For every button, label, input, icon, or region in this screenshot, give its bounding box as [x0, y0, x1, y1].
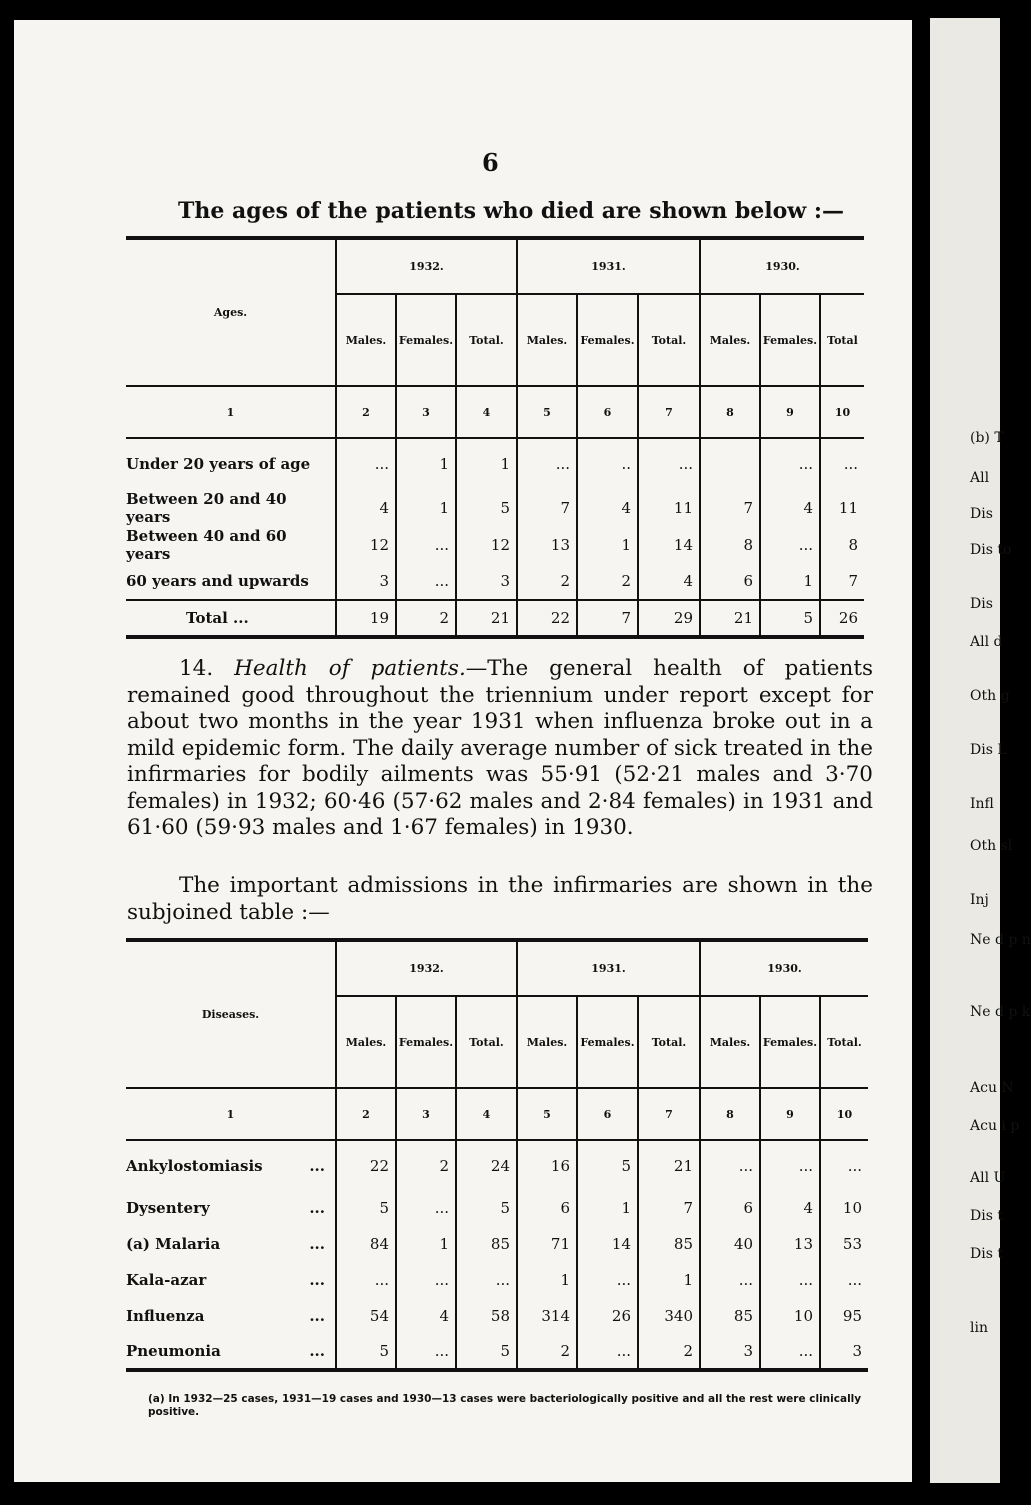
row-label-dots: ... — [309, 1271, 325, 1289]
row-label-dots: ... — [309, 1342, 325, 1360]
row-label-text: Ankylostomiasis — [126, 1156, 263, 1175]
table-cell: 85 — [638, 1226, 700, 1262]
column-header: Total. — [820, 996, 868, 1088]
column-header: Females. — [396, 294, 456, 386]
paragraph-health-of-patients — [127, 656, 873, 842]
row-label — [126, 489, 336, 526]
table-cell: 314 — [517, 1298, 577, 1334]
table-cell: 14 — [577, 1226, 638, 1262]
ages-row-header: Ages. — [126, 238, 336, 386]
year-header: 1930. — [700, 940, 868, 996]
table-cell: 1 — [638, 1262, 700, 1298]
table-cell: ... — [396, 526, 456, 563]
table-cell: 4 — [336, 489, 396, 526]
table-row — [126, 1334, 868, 1370]
column-header: Total. — [456, 294, 517, 386]
row-label — [126, 1334, 336, 1370]
row-label — [126, 1190, 336, 1226]
table-cell: ... — [638, 438, 700, 489]
facing-page-fragment: lin — [970, 1320, 988, 1336]
table-cell: 10 — [760, 1298, 820, 1334]
facing-page-fragment: Acu N — [970, 1080, 1014, 1096]
facing-page-fragment: All d — [970, 634, 1003, 650]
table-cell: ... — [760, 438, 820, 489]
row-label-text: Pneumonia — [126, 1342, 221, 1360]
table-cell: 12 — [456, 526, 517, 563]
facing-page-fragment: Ne d p n — [970, 932, 1031, 948]
table-cell: 1 — [577, 1190, 638, 1226]
diseases-table — [126, 938, 868, 1372]
table-cell: 2 — [396, 600, 456, 637]
facing-page-fragment: Dis — [970, 506, 993, 522]
table-cell: 54 — [336, 1298, 396, 1334]
table-cell: 5 — [456, 1190, 517, 1226]
column-number: 9 — [760, 1088, 820, 1140]
facing-page-fragment: Dis to — [970, 542, 1012, 558]
table-cell: 6 — [700, 1190, 760, 1226]
paragraph-admissions-intro — [127, 873, 873, 926]
table-cell: 29 — [638, 600, 700, 637]
table-cell: 5 — [456, 489, 517, 526]
facing-page-fragment: All — [970, 470, 990, 486]
row-label — [126, 1140, 336, 1190]
row-label-text: Kala-azar — [126, 1271, 207, 1289]
row-label — [126, 600, 336, 637]
facing-page-fragment: Dis L — [970, 742, 1007, 758]
table-cell: 4 — [760, 489, 820, 526]
row-label-dots: ... — [309, 1307, 325, 1325]
facing-page-fragment: Oth g — [970, 688, 1010, 704]
table-cell: ... — [396, 1190, 456, 1226]
facing-page-fragment: All U — [970, 1170, 1006, 1186]
table-cell: 16 — [517, 1140, 577, 1190]
facing-page-fragment: Infl — [970, 796, 994, 812]
table-cell: ... — [517, 438, 577, 489]
ages-table — [126, 236, 864, 639]
table-cell: 7 — [820, 563, 864, 600]
column-header: Total. — [638, 996, 700, 1088]
table-cell: ... — [336, 438, 396, 489]
section-title: Health of patients. — [234, 656, 466, 681]
table-cell: 71 — [517, 1226, 577, 1262]
table-cell: ... — [760, 526, 820, 563]
row-label — [126, 526, 336, 563]
table-cell: 84 — [336, 1226, 396, 1262]
column-number: 5 — [517, 1088, 577, 1140]
column-header: Males. — [336, 294, 396, 386]
table-cell: 58 — [456, 1298, 517, 1334]
table-cell: 3 — [456, 563, 517, 600]
table-cell: 8 — [820, 526, 864, 563]
page-number: 6 — [482, 148, 499, 177]
table-cell: 10 — [820, 1190, 868, 1226]
table-cell: 22 — [336, 1140, 396, 1190]
column-number: 9 — [760, 386, 820, 438]
column-header: Females. — [577, 294, 638, 386]
column-number: 3 — [396, 1088, 456, 1140]
year-header: 1931. — [517, 940, 700, 996]
table-cell: 5 — [760, 600, 820, 637]
table-cell: ... — [336, 1262, 396, 1298]
table-row — [126, 1298, 868, 1334]
table-cell: 1 — [396, 438, 456, 489]
table-cell: 6 — [700, 563, 760, 600]
section-number: 14. — [179, 656, 214, 681]
table-cell: 1 — [396, 489, 456, 526]
table-row — [126, 1190, 868, 1226]
column-number: 4 — [456, 1088, 517, 1140]
table-cell: 11 — [638, 489, 700, 526]
column-header: Females. — [760, 996, 820, 1088]
table-cell: 13 — [517, 526, 577, 563]
table-row — [126, 600, 864, 637]
table-cell: 1 — [577, 526, 638, 563]
facing-page-fragment: Ne d p k — [970, 1004, 1031, 1020]
table-cell: 85 — [456, 1226, 517, 1262]
admissions-intro-text: The important admissions in the infirmaries are shown in the subjoined table :— — [127, 873, 873, 925]
table-cell: ... — [396, 1334, 456, 1370]
table-heading: The ages of the patients who died are shown below :— — [178, 198, 844, 224]
column-number: 10 — [820, 1088, 868, 1140]
column-header: Males. — [700, 996, 760, 1088]
column-number: 1 — [226, 1107, 235, 1121]
table-cell: 4 — [577, 489, 638, 526]
table-cell: 21 — [638, 1140, 700, 1190]
table-cell: 85 — [700, 1298, 760, 1334]
table-cell: 3 — [700, 1334, 760, 1370]
section-text: —The general health of patients remained good throughout the triennium under report except for about two months in the year 1931 when influenza broke out in a mild epidemic form. The daily average number of sick treated in the infirmaries for bodily ailments was 55·91 (52·21 males and 3·70 females) in 1932; 60·46 (57·62 males and 2·84 females) in 1931 and 61·60 (59·93 males and 1·67 females) in 1930. — [127, 656, 873, 840]
table-cell: 340 — [638, 1298, 700, 1334]
column-header: Females. — [760, 294, 820, 386]
row-label-text: Between 40 and 60 years — [126, 526, 287, 563]
row-label-dots: ... — [309, 1235, 325, 1253]
table-cell: 7 — [638, 1190, 700, 1226]
facing-page-fragment: Oth sl — [970, 838, 1013, 854]
table-cell: 5 — [456, 1334, 517, 1370]
row-label-text: (a) Malaria — [126, 1235, 221, 1253]
table-cell: 1 — [456, 438, 517, 489]
table-cell: 40 — [700, 1226, 760, 1262]
diseases-row-header: Diseases. — [126, 940, 336, 1088]
year-header: 1932. — [336, 238, 517, 294]
column-header: Total. — [638, 294, 700, 386]
column-number: 2 — [336, 1088, 396, 1140]
row-label — [126, 438, 336, 489]
table-cell: 19 — [336, 600, 396, 637]
row-label — [126, 1262, 336, 1298]
table-cell: ... — [760, 1262, 820, 1298]
table-cell: 26 — [577, 1298, 638, 1334]
table-cell: 5 — [336, 1190, 396, 1226]
table-cell: 6 — [517, 1190, 577, 1226]
table-cell: 11 — [820, 489, 864, 526]
table-row — [126, 1226, 868, 1262]
table-cell: 12 — [336, 526, 396, 563]
table-cell: 7 — [700, 489, 760, 526]
column-header: Males. — [700, 294, 760, 386]
column-number: 10 — [820, 386, 864, 438]
table-cell: 2 — [577, 563, 638, 600]
table-cell: ... — [700, 1140, 760, 1190]
column-number: 3 — [396, 386, 456, 438]
table-cell: 1 — [517, 1262, 577, 1298]
table-cell: 53 — [820, 1226, 868, 1262]
row-label-text: Influenza — [126, 1307, 205, 1325]
table-cell: 21 — [700, 600, 760, 637]
year-header: 1931. — [517, 238, 700, 294]
column-header: Males. — [336, 996, 396, 1088]
column-number: 6 — [577, 1088, 638, 1140]
table-cell: ... — [577, 1334, 638, 1370]
table-cell: ... — [760, 1334, 820, 1370]
column-number: 1 — [226, 405, 235, 419]
table-cell: 3 — [820, 1334, 868, 1370]
row-label-dots: ... — [309, 1199, 325, 1217]
table-cell: ... — [820, 1262, 868, 1298]
facing-page-fragment: Dis — [970, 596, 993, 612]
table-cell: ... — [456, 1262, 517, 1298]
table-cell: 1 — [760, 563, 820, 600]
column-header: Males. — [517, 996, 577, 1088]
table-cell — [700, 438, 760, 489]
table-cell: ... — [396, 1262, 456, 1298]
column-header: Females. — [577, 996, 638, 1088]
row-label — [126, 1298, 336, 1334]
table-row — [126, 438, 864, 489]
table-cell: .. — [577, 438, 638, 489]
table-cell: 7 — [517, 489, 577, 526]
table-cell: 2 — [396, 1140, 456, 1190]
facing-page-fragment: Acu i p — [970, 1118, 1020, 1134]
year-header: 1930. — [700, 238, 864, 294]
table-cell: 7 — [577, 600, 638, 637]
table-row — [126, 1140, 868, 1190]
table-row — [126, 563, 864, 600]
table-cell: 95 — [820, 1298, 868, 1334]
table-cell: 4 — [638, 563, 700, 600]
facing-page-fragment: Inj — [970, 892, 989, 908]
table-row — [126, 526, 864, 563]
table-cell: ... — [577, 1262, 638, 1298]
table-cell: 2 — [517, 563, 577, 600]
column-header: Females. — [396, 996, 456, 1088]
table-cell: 24 — [456, 1140, 517, 1190]
table-cell: ... — [820, 438, 864, 489]
row-label-text: Between 20 and 40 years — [126, 489, 287, 526]
row-label-dots: ... — [309, 1156, 325, 1175]
table-cell: 4 — [396, 1298, 456, 1334]
table-cell: 26 — [820, 600, 864, 637]
table-cell: ... — [760, 1140, 820, 1190]
table-cell: 14 — [638, 526, 700, 563]
row-label-text: Total ... — [186, 609, 249, 627]
footnote: (a) In 1932—25 cases, 1931—19 cases and 1930—13 cases were bacteriologically positive and all the rest were clinically positive. — [148, 1393, 862, 1418]
column-header: Males. — [517, 294, 577, 386]
facing-page-fragment: (b) T — [970, 430, 1004, 446]
row-label — [126, 563, 336, 600]
column-header: Total. — [456, 996, 517, 1088]
facing-page-fragment: Dis t — [970, 1246, 1003, 1262]
table-cell: 5 — [577, 1140, 638, 1190]
row-label-text: Under 20 years of age — [126, 455, 311, 473]
table-cell: 5 — [336, 1334, 396, 1370]
row-label-text: 60 years and upwards — [126, 572, 309, 590]
table-cell: 3 — [336, 563, 396, 600]
column-number: 4 — [456, 386, 517, 438]
column-number: 2 — [336, 386, 396, 438]
column-number: 8 — [700, 386, 760, 438]
column-number: 5 — [517, 386, 577, 438]
column-number: 7 — [638, 1088, 700, 1140]
table-cell: 22 — [517, 600, 577, 637]
row-label — [126, 1226, 336, 1262]
row-label-text: Dysentery — [126, 1199, 210, 1217]
year-header: 1932. — [336, 940, 517, 996]
table-row — [126, 489, 864, 526]
facing-page-fragment: Dis t — [970, 1208, 1003, 1224]
table-cell: 2 — [517, 1334, 577, 1370]
table-cell: 4 — [760, 1190, 820, 1226]
table-cell: ... — [396, 563, 456, 600]
column-header: Total — [820, 294, 864, 386]
table-cell: 8 — [700, 526, 760, 563]
table-row — [126, 1262, 868, 1298]
column-number: 8 — [700, 1088, 760, 1140]
table-cell: 2 — [638, 1334, 700, 1370]
table-cell: 1 — [396, 1226, 456, 1262]
table-cell: ... — [820, 1140, 868, 1190]
column-number: 6 — [577, 386, 638, 438]
table-cell: 21 — [456, 600, 517, 637]
column-number: 7 — [638, 386, 700, 438]
table-cell: ... — [700, 1262, 760, 1298]
table-cell: 13 — [760, 1226, 820, 1262]
